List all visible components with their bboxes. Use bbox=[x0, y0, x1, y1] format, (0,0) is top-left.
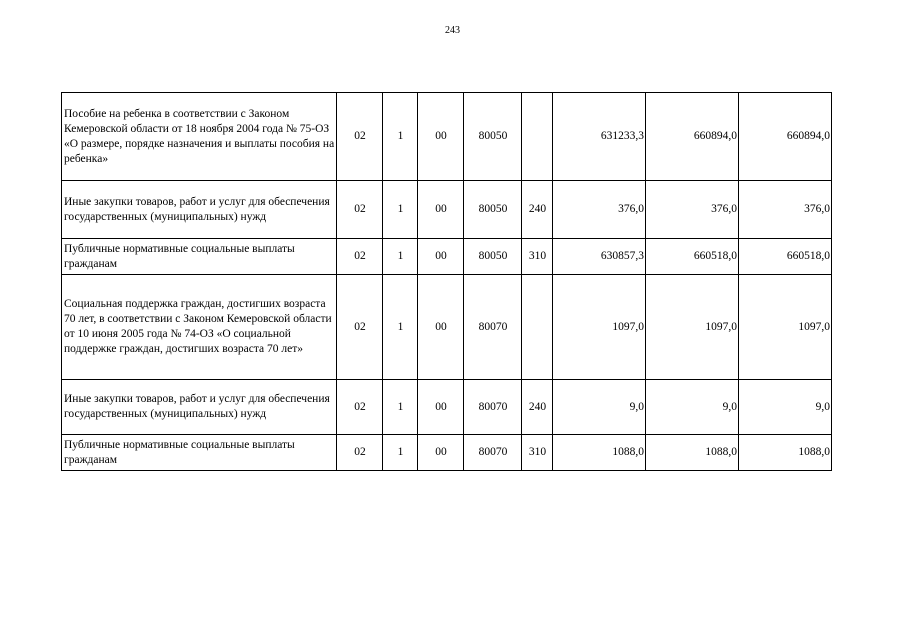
amount-year-1: 9,0 bbox=[553, 380, 646, 435]
direction-code: 80070 bbox=[464, 380, 522, 435]
expense-type-code: 310 bbox=[522, 435, 553, 471]
subprogram-code: 00 bbox=[418, 275, 464, 380]
subprogram-code: 00 bbox=[418, 93, 464, 181]
row-name: Иные закупки товаров, работ и услуг для обеспечения государственных (муниципальных) нужд bbox=[62, 380, 337, 435]
direction-code: 80050 bbox=[464, 181, 522, 239]
subprogram-code: 00 bbox=[418, 380, 464, 435]
expense-type-code: 240 bbox=[522, 380, 553, 435]
program-code: 1 bbox=[383, 93, 418, 181]
direction-code: 80050 bbox=[464, 239, 522, 275]
budget-table bbox=[61, 92, 832, 471]
program-code: 1 bbox=[383, 275, 418, 380]
row-name: Публичные нормативные социальные выплаты гражданам bbox=[62, 435, 337, 471]
amount-year-2: 376,0 bbox=[646, 181, 739, 239]
direction-code: 80050 bbox=[464, 93, 522, 181]
amount-year-2: 660518,0 bbox=[646, 239, 739, 275]
amount-year-1: 631233,3 bbox=[553, 93, 646, 181]
table-row bbox=[62, 275, 832, 380]
amount-year-1: 630857,3 bbox=[553, 239, 646, 275]
amount-year-1: 376,0 bbox=[553, 181, 646, 239]
amount-year-2: 9,0 bbox=[646, 380, 739, 435]
section-code: 02 bbox=[337, 380, 383, 435]
expense-type-code bbox=[522, 275, 553, 380]
amount-year-3: 660894,0 bbox=[739, 93, 832, 181]
amount-year-2: 1097,0 bbox=[646, 275, 739, 380]
page-number: 243 bbox=[445, 25, 460, 36]
direction-code: 80070 bbox=[464, 275, 522, 380]
section-code: 02 bbox=[337, 239, 383, 275]
subprogram-code: 00 bbox=[418, 435, 464, 471]
amount-year-3: 376,0 bbox=[739, 181, 832, 239]
row-name: Социальная поддержка граждан, достигших возраста 70 лет, в соответствии с Законом Кемеровской области от 10 июня 2005 года № 74-ОЗ «О социальной поддержке граждан, достигших возраста 70 лет» bbox=[62, 275, 337, 380]
table-row bbox=[62, 435, 832, 471]
amount-year-2: 660894,0 bbox=[646, 93, 739, 181]
expense-type-code: 310 bbox=[522, 239, 553, 275]
program-code: 1 bbox=[383, 435, 418, 471]
direction-code: 80070 bbox=[464, 435, 522, 471]
table-row bbox=[62, 93, 832, 181]
row-name: Пособие на ребенка в соответствии с Законом Кемеровской области от 18 ноября 2004 года № 75-ОЗ «О размере, порядке назначения и выплаты пособия на ребенка» bbox=[62, 93, 337, 181]
amount-year-3: 9,0 bbox=[739, 380, 832, 435]
amount-year-2: 1088,0 bbox=[646, 435, 739, 471]
section-code: 02 bbox=[337, 275, 383, 380]
row-name: Иные закупки товаров, работ и услуг для обеспечения государственных (муниципальных) нужд bbox=[62, 181, 337, 239]
section-code: 02 bbox=[337, 93, 383, 181]
amount-year-1: 1088,0 bbox=[553, 435, 646, 471]
section-code: 02 bbox=[337, 181, 383, 239]
program-code: 1 bbox=[383, 181, 418, 239]
amount-year-3: 660518,0 bbox=[739, 239, 832, 275]
row-name: Публичные нормативные социальные выплаты гражданам bbox=[62, 239, 337, 275]
program-code: 1 bbox=[383, 380, 418, 435]
section-code: 02 bbox=[337, 435, 383, 471]
expense-type-code: 240 bbox=[522, 181, 553, 239]
table-row bbox=[62, 239, 832, 275]
table-row bbox=[62, 181, 832, 239]
subprogram-code: 00 bbox=[418, 239, 464, 275]
subprogram-code: 00 bbox=[418, 181, 464, 239]
program-code: 1 bbox=[383, 239, 418, 275]
amount-year-1: 1097,0 bbox=[553, 275, 646, 380]
amount-year-3: 1097,0 bbox=[739, 275, 832, 380]
amount-year-3: 1088,0 bbox=[739, 435, 832, 471]
table-row bbox=[62, 380, 832, 435]
expense-type-code bbox=[522, 93, 553, 181]
